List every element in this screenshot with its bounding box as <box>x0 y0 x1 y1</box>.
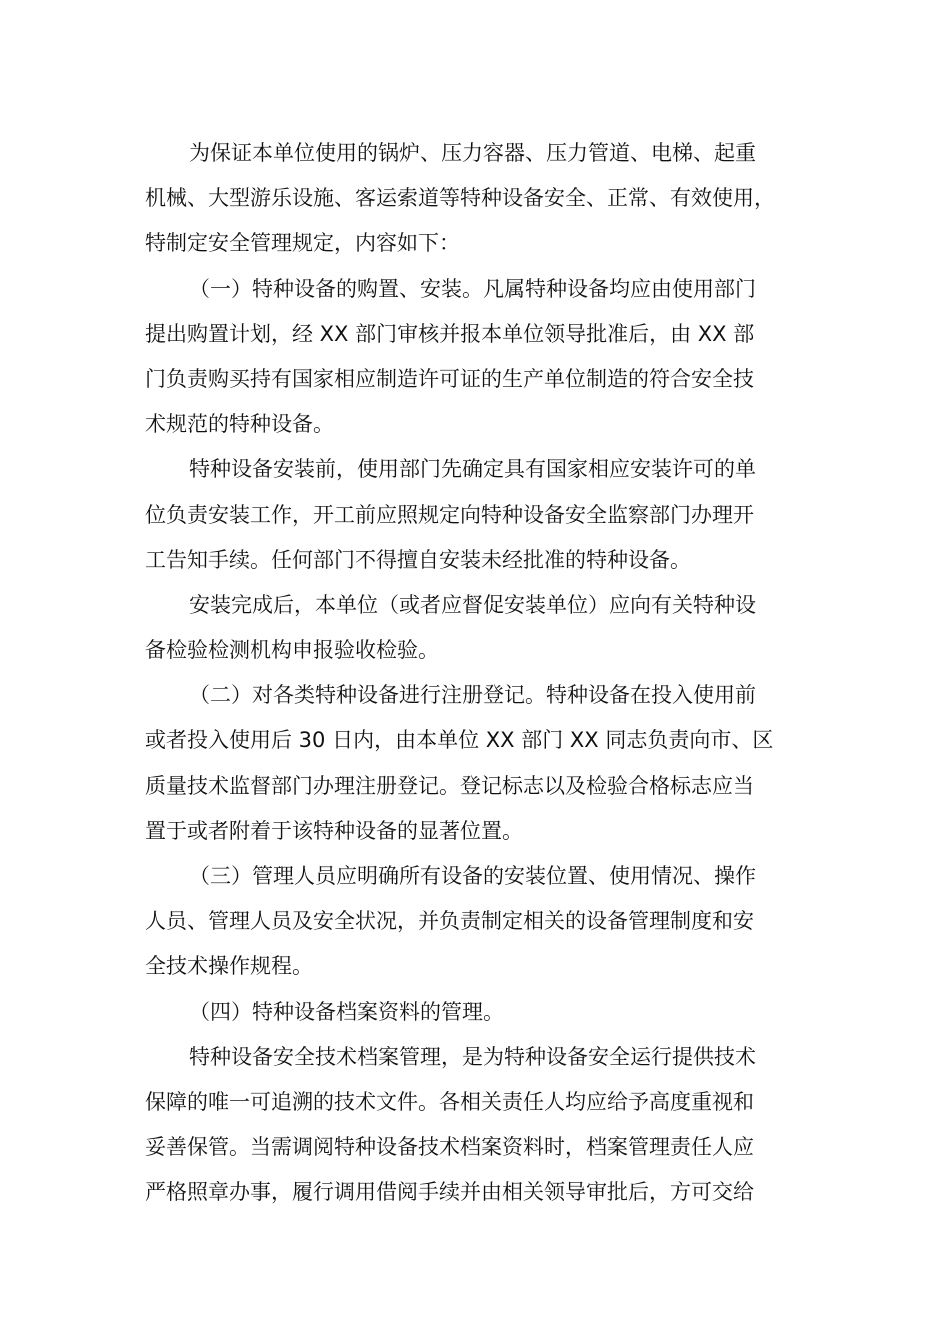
paragraph-line: 安装完成后，本单位（或者应督促安装单位）应向有关特种设 <box>189 592 756 617</box>
paragraph-line: 置于或者附着于该特种设备的显著位置。 <box>145 818 523 843</box>
paragraph-line: 或者投入使用后 30 日内，由本单位 XX 部门 XX 同志负责向市、区 <box>145 728 774 753</box>
document-body <box>145 131 815 1216</box>
paragraph-line: （三）管理人员应明确所有设备的安装位置、使用情况、操作 <box>189 864 756 888</box>
paragraph-line: 门负责购买持有国家相应制造许可证的生产单位制造的符合安全技 <box>145 366 754 391</box>
paragraph-line: 提出购置计划，经 XX 部门审核并报本单位领导批准后，由 XX 部 <box>145 321 755 346</box>
paragraph-line: （一）特种设备的购置、安装。凡属特种设备均应由使用部门 <box>189 276 756 301</box>
paragraph-line: （四）特种设备档案资料的管理。 <box>189 999 504 1024</box>
paragraph-line: 术规范的特种设备。 <box>145 412 334 437</box>
paragraph-line: 特种设备安全技术档案管理，是为特种设备安全运行提供技术 <box>189 1044 756 1069</box>
paragraph-line: 特制定安全管理规定，内容如下： <box>145 231 460 256</box>
paragraph-line: 保障的唯一可追溯的技术文件。各相关责任人均应给予高度重视和 <box>145 1089 754 1114</box>
paragraph-line: 全技术操作规程。 <box>145 954 313 979</box>
paragraph-line: 工告知手续。任何部门不得擅自安装未经批准的特种设备。 <box>145 547 691 572</box>
paragraph-line: 机械、大型游乐设施、客运索道等特种设备安全、正常、有效使用， <box>145 186 775 211</box>
paragraph-line: 严格照章办事，履行调用借阅手续并由相关领导审批后，方可交给 <box>145 1180 754 1205</box>
paragraph-line: 为保证本单位使用的锅炉、压力容器、压力管道、电梯、起重 <box>189 141 756 165</box>
paragraph-line: 质量技术监督部门办理注册登记。登记标志以及检验合格标志应当 <box>145 773 754 798</box>
paragraph-line: 备检验检测机构申报验收检验。 <box>145 638 439 663</box>
paragraph-line: 人员、管理人员及安全状况，并负责制定相关的设备管理制度和安 <box>145 909 754 934</box>
paragraph-line: 位负责安装工作，开工前应照规定向特种设备安全监察部门办理开 <box>145 502 754 527</box>
paragraph-line: （二）对各类特种设备进行注册登记。特种设备在投入使用前 <box>189 683 756 708</box>
paragraph-line: 特种设备安装前，使用部门先确定具有国家相应安装许可的单 <box>189 457 756 482</box>
paragraph-line: 妥善保管。当需调阅特种设备技术档案资料时，档案管理责任人应 <box>145 1135 754 1160</box>
